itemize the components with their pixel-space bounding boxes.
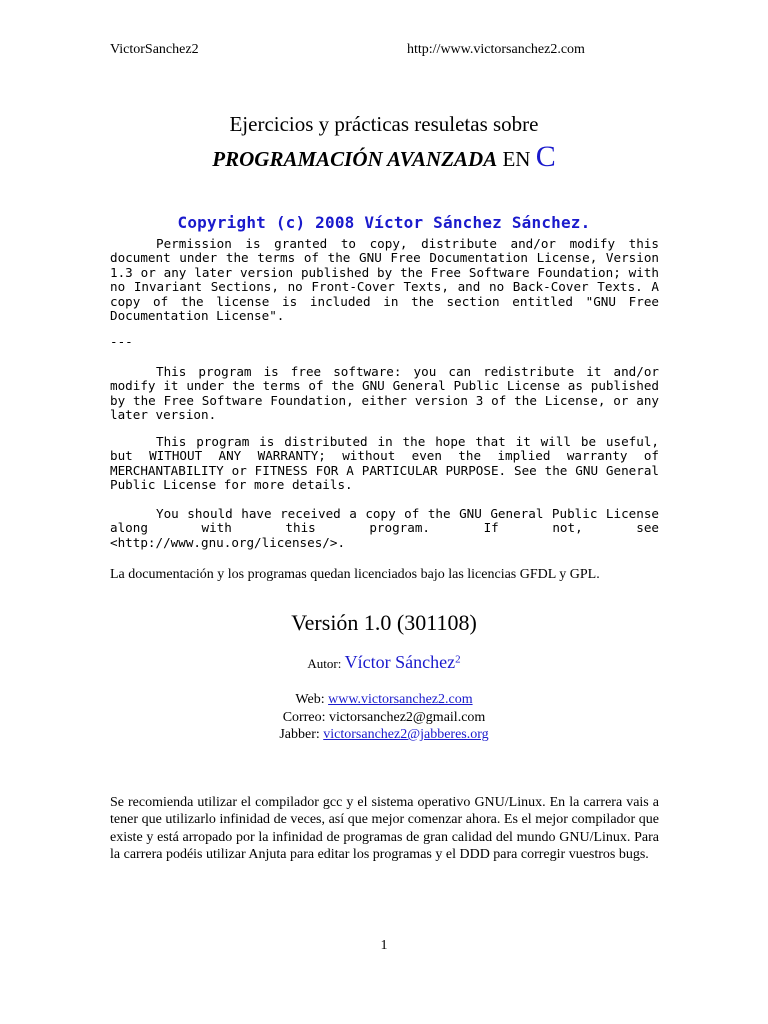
contact-mail — [0, 710, 768, 726]
license-statement: La documentación y los programas quedan licenciados bajo las licencias GFDL y GPL. — [110, 567, 600, 582]
subtitle-c: C — [535, 140, 556, 173]
jabber-label: Jabber: — [279, 727, 320, 742]
subtitle-main: PROGRAMACIÓN AVANZADA — [212, 147, 498, 171]
separator: --- — [110, 334, 133, 349]
header-author: VictorSanchez2 — [110, 42, 199, 57]
author-name: Víctor Sánchez — [344, 652, 456, 672]
gpl-paragraph-3 — [110, 507, 659, 550]
jabber-link[interactable]: victorsanchez2@jabberes.org — [323, 727, 489, 742]
author-line — [0, 652, 768, 673]
fdl-notice — [110, 237, 659, 323]
gpl-license-url[interactable]: <http://www.gnu.org/licenses/>. — [110, 534, 346, 550]
header-url: http://www.victorsanchez2.com — [407, 42, 585, 57]
copyright-line: Copyright (c) 2008 Víctor Sánchez Sánchez. — [177, 213, 591, 232]
author-superscript: 2 — [455, 653, 461, 666]
contact-jabber — [0, 727, 768, 743]
web-label: Web: — [295, 692, 325, 707]
mail-label: Correo: — [282, 710, 326, 725]
gpl-text-3: You should have received a copy of the GNU General Public License along with this program. If not, see — [110, 506, 659, 536]
author-label: Autor: — [307, 656, 342, 671]
contact-web — [0, 692, 768, 708]
gpl-paragraph-1 — [110, 365, 659, 423]
web-link[interactable]: www.victorsanchez2.com — [328, 692, 473, 707]
version-title: Versión 1.0 (301108) — [291, 610, 477, 635]
subtitle-en: EN — [502, 147, 531, 171]
page-number: 1 — [380, 938, 388, 953]
recommendation-paragraph: Se recomienda utilizar el compilador gcc y el sistema operativo GNU/Linux. En la carrera vais a tener que utilizarlo infinidad de veces, así que mejor comenzar ahora. Es el mejor compilador que existe y está arropado por la infinidad de programas de gran calidad del mundo GNU/Linux. Para la carrera podéis utilizar Anjuta para editar los programas y el DDD para corregir vuestros bugs. — [110, 795, 659, 862]
gpl-text-2: This program is distributed in the hope that it will be useful, but WITHOUT ANY WARRANTY; without even the implied warranty of MERCHANTABILITY or FITNESS FOR A PARTICULAR PURPOSE. See the GNU General Public License for more details. — [110, 434, 659, 493]
mail-address: victorsanchez2@gmail.com — [328, 710, 486, 725]
fdl-paragraph: Permission is granted to copy, distribute and/or modify this document under the terms of the GNU Free Documentation License, Version 1.3 or any later version published by the Free Software Foundation; with no Invariant Sections, no Front-Cover Texts, and no Back-Cover Texts. A copy of the license is included in the section entitled "GNU Free Documentation License". — [110, 236, 659, 324]
page-title: Ejercicios y prácticas resuletas sobre — [229, 112, 539, 136]
page-subtitle — [0, 140, 768, 174]
gpl-text-1: This program is free software: you can redistribute it and/or modify it under the terms of the GNU General Public License as published by the Free Software Foundation, either version 3 of the License, or any later version. — [110, 364, 659, 423]
gpl-paragraph-2 — [110, 435, 659, 493]
